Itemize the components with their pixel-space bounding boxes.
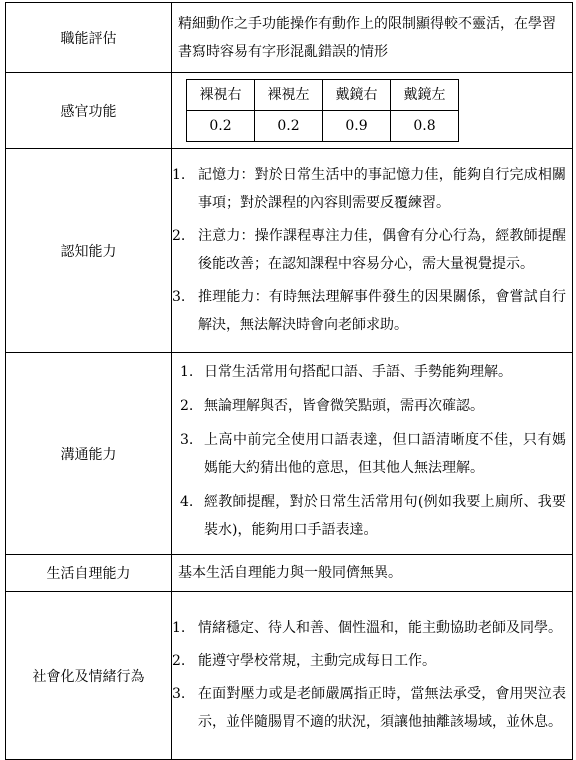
item-number: 1. <box>172 619 186 636</box>
row-cognitive-ability <box>6 149 573 353</box>
row-label: 感官功能 <box>6 73 172 149</box>
row-social-emotional-behavior <box>6 592 573 760</box>
vision-header-cell: 戴鏡右 <box>323 80 391 111</box>
item-list <box>172 609 572 743</box>
row-label: 溝通能力 <box>6 353 172 555</box>
row-communication-ability <box>6 353 573 555</box>
list-item <box>172 680 566 736</box>
vision-value-cell: 0.2 <box>255 111 323 142</box>
item-text: 記憶力：對於日常生活中的事記憶力佳，能夠自行完成相關事項；對於課程的內容則需要反覆練習。 <box>198 166 566 211</box>
list-item <box>180 426 566 482</box>
item-number: 3. <box>180 432 194 448</box>
item-text: 注意力：操作課程專注力佳，偶會有分心行為，經教師提醒後能改善；在認知課程中容易分心，需大量視覺提示。 <box>198 227 566 272</box>
list-item <box>180 488 566 544</box>
item-number: 3. <box>172 288 186 305</box>
item-text: 推理能力：有時無法理解事件發生的因果關係，會嘗試自行解決，無法解決時會向老師求助。 <box>198 288 566 333</box>
item-number: 2. <box>172 652 186 669</box>
list-item <box>172 161 566 217</box>
row-content <box>172 73 573 149</box>
item-text: 能遵守學校常規，主動完成每日工作。 <box>198 652 436 669</box>
list-item <box>180 392 566 420</box>
item-number: 2. <box>172 227 186 244</box>
content-text: 精細動作之手功能操作有動作上的限制顯得較不靈活，在學習書寫時容易有字形混亂錯誤的情形 <box>178 15 556 60</box>
item-text: 無論理解與否，皆會微笑點頭，需再次確認。 <box>204 398 484 414</box>
vision-header-cell: 裸視左 <box>255 80 323 111</box>
vision-value-cell: 0.2 <box>187 111 255 142</box>
row-content <box>172 592 573 760</box>
item-number: 4. <box>180 494 194 510</box>
row-functional-assessment <box>6 3 573 73</box>
row-sensory-function <box>6 73 573 149</box>
row-content <box>172 353 573 555</box>
vision-table <box>186 79 459 142</box>
list-item <box>172 614 566 642</box>
item-text: 日常生活常用句搭配口語、手語、手勢能夠理解。 <box>204 364 512 380</box>
assessment-table <box>5 2 573 760</box>
item-text: 上高中前完全使用口語表達，但口語清晰度不佳，只有媽媽能大約猜出他的意思，但其他人無法理解。 <box>204 432 566 476</box>
row-content <box>172 555 573 592</box>
item-number: 1. <box>172 166 186 183</box>
vision-header-row <box>187 80 459 111</box>
list-item <box>172 647 566 675</box>
item-number: 3. <box>172 685 186 702</box>
vision-value-cell: 0.9 <box>323 111 391 142</box>
vision-value-cell: 0.8 <box>391 111 459 142</box>
item-list <box>172 156 572 346</box>
item-number: 2. <box>180 398 194 414</box>
row-label: 認知能力 <box>6 149 172 353</box>
vision-header-cell: 戴鏡左 <box>391 80 459 111</box>
content-text: 基本生活自理能力與一般同儕無異。 <box>178 565 402 581</box>
row-label: 社會化及情緒行為 <box>6 592 172 760</box>
row-content <box>172 149 573 353</box>
row-self-care-ability <box>6 555 573 592</box>
item-number: 1. <box>180 364 194 380</box>
item-text: 情緒穩定、待人和善、個性溫和，能主動協助老師及同學。 <box>198 619 562 636</box>
row-label: 職能評估 <box>6 3 172 73</box>
item-text: 經教師提醒，對於日常生活常用句(例如我要上廁所、我要裝水)，能夠用口手語表達。 <box>204 494 566 538</box>
item-text: 在面對壓力或是老師嚴厲指正時，當無法承受，會用哭泣表示，並伴隨腸胃不適的狀況，須讓他抽離該場域，並休息。 <box>198 685 566 730</box>
list-item <box>172 283 566 339</box>
list-item <box>172 222 566 278</box>
row-content <box>172 3 573 73</box>
vision-header-cell: 裸視右 <box>187 80 255 111</box>
row-label: 生活自理能力 <box>6 555 172 592</box>
item-list <box>172 355 572 552</box>
list-item <box>180 358 566 386</box>
vision-value-row <box>187 111 459 142</box>
